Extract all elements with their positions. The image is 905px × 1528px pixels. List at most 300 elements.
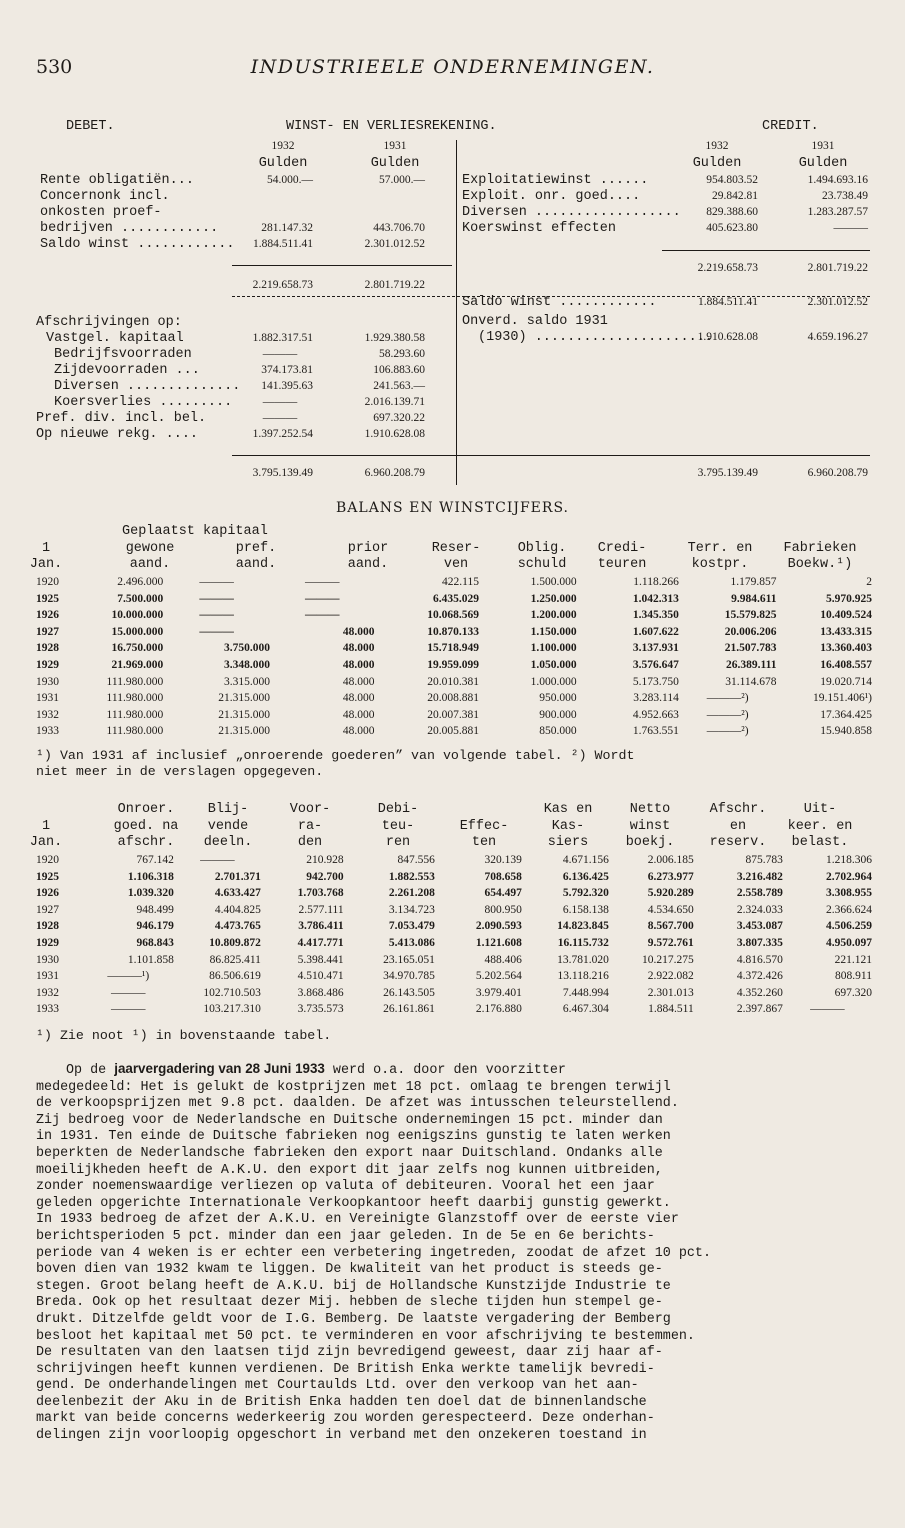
row-year: 1927 bbox=[36, 625, 59, 638]
table-row bbox=[36, 1001, 872, 1018]
table-row bbox=[36, 869, 872, 886]
t1-footnote: ¹) Van 1931 af inclusief „onroerende goederen” van volgende tabel. ²) Wordt bbox=[36, 748, 635, 763]
column-header: 1 bbox=[41, 818, 51, 834]
table-cell: 1.118.266 bbox=[633, 576, 679, 588]
text-line: drukt. Ditzelfde geldt voor de I.G. Bemberg. De laatste vergadering der Bemberg bbox=[36, 1311, 671, 1327]
text-line: moeilijkheden heeft de A.K.U. den export dit jaar zelfs nog kunnen uitbreiden, bbox=[36, 1162, 663, 1178]
row-year: 1930 bbox=[36, 953, 59, 966]
column-header: Oblig. bbox=[517, 541, 567, 556]
afschr-row-value: 58.293.60 bbox=[379, 348, 425, 360]
table-cell: 697.320 bbox=[834, 986, 872, 999]
row-year: 1925 bbox=[36, 592, 59, 605]
column-header: aand. bbox=[347, 557, 389, 572]
table-cell: 111.980.000 bbox=[106, 708, 164, 721]
credit-label: CREDIT. bbox=[762, 119, 819, 134]
table-cell: 3.308.955 bbox=[826, 887, 872, 900]
table-cell: 946.179 bbox=[136, 920, 174, 933]
column-header: ren bbox=[385, 835, 411, 850]
table-row bbox=[36, 674, 872, 691]
column-header: den bbox=[297, 835, 323, 850]
table-cell: 48.000 bbox=[342, 642, 375, 655]
row-year: 1926 bbox=[36, 609, 59, 622]
column-header: ten bbox=[471, 835, 497, 850]
column-header: goed. na bbox=[113, 818, 179, 834]
table-cell: 1.106.318 bbox=[127, 870, 174, 883]
table-cell: ——— bbox=[304, 576, 340, 588]
table-cell: 488.406 bbox=[484, 953, 522, 966]
table-row bbox=[36, 918, 872, 935]
credit-row-value: 1.283.287.57 bbox=[807, 206, 868, 218]
text-line: medegedeeld: Het is gelukt de kostprijzen met 18 pct. omlaag te brengen terwijl bbox=[36, 1079, 671, 1095]
row-year: 1925 bbox=[36, 870, 59, 883]
column-header: kostpr. bbox=[691, 557, 749, 572]
table-row bbox=[36, 607, 872, 624]
table-cell: ——— bbox=[111, 986, 146, 999]
table-cell: 26.161.861 bbox=[383, 1003, 435, 1016]
text-line: Breda. Ook op het resultaat dezer Mij. hebben de sleche tijden hun stempel ge- bbox=[36, 1295, 663, 1311]
table-cell: 5.173.750 bbox=[632, 675, 679, 688]
table-cell: 15.940.858 bbox=[820, 725, 872, 738]
text-line: in 1931. Ten einde de Duitsche fabrieken nog eenigszins gunstig te laten werken bbox=[36, 1129, 671, 1145]
text-line: delingen zijn voorloopig opgeschort in verband met den onzekeren toestand in bbox=[36, 1428, 647, 1444]
table-cell: 5.202.564 bbox=[475, 970, 522, 983]
table-cell: 2 bbox=[866, 576, 872, 588]
table-cell: ——— bbox=[199, 592, 234, 605]
table-cell: 3.786.411 bbox=[298, 920, 344, 933]
afschr-row-label: Bedrijfsvoorraden bbox=[54, 347, 192, 362]
column-header: Jan. bbox=[29, 557, 63, 572]
column-header: Onroer. bbox=[117, 802, 175, 817]
table-row bbox=[36, 624, 872, 641]
table-cell: 5.970.925 bbox=[826, 592, 872, 605]
table-cell: 2.702.964 bbox=[826, 870, 872, 883]
table-row bbox=[36, 574, 872, 591]
column-header: Terr. en bbox=[687, 541, 753, 556]
column-header: Netto bbox=[629, 802, 671, 817]
afschr-row-value: 1.882.317.51 bbox=[252, 332, 313, 344]
debit-year-1932: 1932 bbox=[271, 140, 295, 152]
row-year: 1927 bbox=[36, 903, 59, 916]
table-cell: 2.006.185 bbox=[647, 854, 694, 866]
table-cell: 5.920.289 bbox=[647, 887, 694, 900]
credit-subtotal-1931: 2.801.719.22 bbox=[807, 262, 868, 274]
debit-row-value: 2.301.012.52 bbox=[364, 238, 425, 250]
running-title: INDUSTRIEELE ONDERNEMINGEN. bbox=[250, 56, 655, 78]
column-header: boekj. bbox=[625, 835, 675, 850]
table-row bbox=[36, 640, 872, 657]
table-cell: 3.807.335 bbox=[736, 936, 783, 949]
debet-label: DEBET. bbox=[66, 119, 115, 134]
text-line: boven dien van 1932 kwam te liggen. De kwaliteit van het product is steeds ge- bbox=[36, 1262, 663, 1278]
debit-row-label: onkosten proef- bbox=[40, 205, 162, 220]
afschr-row-label: Zijdevoorraden ... bbox=[54, 363, 200, 378]
table-cell: 2.397.867 bbox=[736, 1003, 783, 1016]
table-cell: 48.000 bbox=[342, 692, 375, 705]
table-cell: 10.000.000 bbox=[111, 609, 164, 622]
column-header: Uit- bbox=[803, 802, 837, 817]
table-cell: 3.868.486 bbox=[297, 986, 344, 999]
table-cell: 19.151.406¹) bbox=[812, 692, 872, 705]
table-cell: ———²) bbox=[706, 725, 749, 738]
text-line: deelenbezit der Aku in de British Enka hadden ten doel dat de binnenlandsche bbox=[36, 1394, 647, 1410]
column-header: Boekw.¹) bbox=[787, 557, 853, 572]
table-row bbox=[36, 985, 872, 1002]
table-cell: 4.952.663 bbox=[632, 708, 679, 721]
table-cell: 1.100.000 bbox=[530, 642, 577, 655]
table-row bbox=[36, 852, 872, 869]
table-cell: 1.000.000 bbox=[530, 675, 577, 688]
table-cell: 5.398.441 bbox=[297, 953, 344, 966]
wv-total-rule bbox=[232, 455, 870, 456]
credit-row-label: Saldo winst ............ bbox=[462, 295, 657, 310]
table-cell: 1.121.608 bbox=[475, 936, 522, 949]
table-cell: 26.143.505 bbox=[383, 986, 435, 999]
table-row bbox=[36, 968, 872, 985]
table-cell: 1.882.553 bbox=[388, 870, 435, 883]
table-cell: 5.413.086 bbox=[388, 936, 435, 949]
column-header: Debi- bbox=[377, 802, 419, 817]
row-year: 1931 bbox=[36, 692, 59, 705]
table-cell: 48.000 bbox=[342, 625, 375, 638]
table-cell: 808.911 bbox=[835, 970, 872, 983]
column-header: belast. bbox=[791, 835, 849, 850]
table-cell: 1.150.000 bbox=[530, 625, 577, 638]
row-year: 1920 bbox=[36, 854, 59, 866]
table-cell: 14.823.845 bbox=[557, 920, 609, 933]
column-header: en bbox=[729, 818, 747, 834]
credit-row-value: 29.842.81 bbox=[712, 190, 758, 202]
table-cell: 3.735.573 bbox=[297, 1003, 344, 1016]
text-line: markt van beide concerns wederkeerig zou worden gerespecteerd. Deze onderhan- bbox=[36, 1411, 655, 1427]
text-line: periode van 4 weken is er echter een verbetering ingetreden, zoodat de afzet 10 pct. bbox=[36, 1245, 711, 1261]
emphasis-meeting-date: jaarvergadering van 28 Juni 1933 bbox=[114, 1061, 325, 1076]
credit-currency-1932: Gulden bbox=[692, 156, 742, 171]
row-year: 1928 bbox=[36, 920, 59, 933]
table-cell: 6.435.029 bbox=[432, 592, 479, 605]
text-line: Op de jaarvergadering van 28 Juni 1933 werd o.a. door den voorzitter bbox=[66, 1061, 566, 1078]
table-cell: 48.000 bbox=[342, 725, 375, 738]
row-year: 1933 bbox=[36, 725, 59, 738]
table-cell: 4.950.097 bbox=[826, 936, 872, 949]
row-year: 1933 bbox=[36, 1003, 59, 1016]
debit-row-value: 54.000.— bbox=[267, 174, 313, 186]
debit-row-value: 443.706.70 bbox=[373, 222, 425, 234]
column-header: deeln. bbox=[203, 835, 253, 850]
table-cell: 20.006.206 bbox=[724, 625, 777, 638]
table-cell: 10.217.275 bbox=[641, 953, 694, 966]
credit-row-value: 954.803.52 bbox=[706, 174, 758, 186]
row-year: 1929 bbox=[36, 658, 59, 671]
table-cell: ——— bbox=[199, 576, 234, 588]
table-cell: 1.703.768 bbox=[297, 887, 344, 900]
text-line: berichtsperioden 5 pct. minder dan een jaar geleden. In de 5e en 6e berichts- bbox=[36, 1228, 655, 1244]
text-line: geleden opgerichte Internationale Verkoopkantoor heeft daarbij gunstig gewerkt. bbox=[36, 1195, 671, 1211]
afschr-row-label: Vastgel. kapitaal bbox=[46, 331, 184, 346]
afschr-row-value: ——— bbox=[262, 412, 298, 424]
credit-row-value: 2.301.012.52 bbox=[807, 296, 868, 308]
credit-total-1931: 6.960.208.79 bbox=[807, 467, 868, 479]
table-cell: 2.558.789 bbox=[736, 887, 783, 900]
table-cell: 950.000 bbox=[539, 692, 577, 705]
afschr-row-value: 697.320.22 bbox=[373, 412, 425, 424]
table-cell: 767.142 bbox=[136, 854, 174, 866]
table-cell: 48.000 bbox=[342, 658, 375, 671]
table-cell: ——— bbox=[111, 1003, 146, 1016]
table-cell: 2.577.111 bbox=[298, 903, 344, 916]
table-cell: 3.137.931 bbox=[632, 642, 679, 655]
table-cell: 4.671.156 bbox=[562, 854, 609, 866]
debit-currency-1931: Gulden bbox=[370, 156, 420, 171]
afschr-row-value: 374.173.81 bbox=[261, 364, 313, 376]
table-cell: 900.000 bbox=[539, 708, 577, 721]
table-cell: 3.134.723 bbox=[388, 903, 435, 916]
row-year: 1920 bbox=[36, 576, 59, 588]
column-header: winst bbox=[629, 818, 671, 834]
table-cell: 111.980.000 bbox=[106, 725, 164, 738]
table-cell: 422.115 bbox=[442, 576, 479, 588]
text-line: gend. De onderhandelingen met Courtaulds Ltd. over den verkoop van het aan- bbox=[36, 1378, 639, 1394]
afschr-row-label: Koersverlies ......... bbox=[54, 395, 233, 410]
table-row bbox=[36, 707, 872, 724]
column-header: Blij- bbox=[207, 802, 249, 817]
table-cell: 654.497 bbox=[484, 887, 522, 900]
table-cell: 1.179.857 bbox=[730, 576, 777, 588]
table-cell: 4.816.570 bbox=[736, 953, 783, 966]
t1-footnote: niet meer in de verslagen opgegeven. bbox=[36, 764, 324, 779]
page-number: 530 bbox=[36, 56, 73, 78]
table-cell: 1.763.551 bbox=[632, 725, 679, 738]
table-cell: 4.404.825 bbox=[214, 903, 261, 916]
column-header: Fabrieken bbox=[783, 541, 857, 556]
row-year: 1928 bbox=[36, 642, 59, 655]
afschr-row-value: ——— bbox=[262, 396, 298, 408]
column-header: Kas en bbox=[543, 802, 593, 817]
table-cell: 875.783 bbox=[745, 854, 783, 866]
table-cell: 10.809.872 bbox=[209, 936, 261, 949]
column-header: siers bbox=[547, 835, 589, 850]
table-cell: ——— bbox=[200, 854, 235, 866]
column-header: vende bbox=[207, 818, 249, 834]
afschr-header: Afschrijvingen op: bbox=[36, 315, 182, 330]
column-header: Reser- bbox=[431, 541, 481, 556]
text-line: In 1933 bedroeg de afzet der A.K.U. en Vereinigte Glanzstoff over de eerste vier bbox=[36, 1212, 679, 1228]
t1-group-header: Geplaatst kapitaal bbox=[122, 524, 268, 539]
table-cell: 21.315.000 bbox=[218, 692, 270, 705]
table-cell: 210.928 bbox=[306, 854, 344, 866]
text-line: stegen. Groot belang heeft de A.K.U. bij de Hollandsche Kunstzijde Industrie te bbox=[36, 1278, 671, 1294]
table-cell: 1.218.306 bbox=[826, 854, 872, 866]
table-cell: 3.979.401 bbox=[475, 986, 522, 999]
table-cell: 1.101.858 bbox=[127, 953, 174, 966]
table-cell: 15.579.825 bbox=[724, 609, 777, 622]
debit-row-label: Rente obligatiën... bbox=[40, 173, 194, 188]
t2-footnote: ¹) Zie noot ¹) in bovenstaande tabel. bbox=[36, 1028, 332, 1043]
table-cell: 19.020.714 bbox=[820, 675, 872, 688]
column-header: gewone bbox=[125, 541, 175, 556]
table-cell: 968.843 bbox=[136, 936, 174, 949]
credit-row-label: Diversen .................. bbox=[462, 205, 681, 220]
table-cell: 31.114.678 bbox=[725, 675, 777, 688]
table-cell: 34.970.785 bbox=[383, 970, 435, 983]
table-cell: 4.510.471 bbox=[297, 970, 344, 983]
debit-row-label: bedrijven ............ bbox=[40, 221, 219, 236]
table-row bbox=[36, 902, 872, 919]
credit-subtotal-rule bbox=[662, 250, 870, 251]
table-cell: 6.467.304 bbox=[562, 1003, 609, 1016]
table-cell: 1.050.000 bbox=[530, 658, 577, 671]
table-cell: ——— bbox=[199, 609, 234, 622]
table-cell: 6.158.138 bbox=[562, 903, 609, 916]
credit-row-value: ——— bbox=[833, 222, 868, 234]
table-cell: ———¹) bbox=[107, 970, 150, 983]
table-cell: 13.360.403 bbox=[820, 642, 872, 655]
afschr-row-label: Pref. div. incl. bel. bbox=[36, 411, 207, 426]
wv-title: WINST- EN VERLIESREKENING. bbox=[286, 119, 497, 134]
table-cell: 8.567.700 bbox=[647, 920, 694, 933]
table-cell: 5.792.320 bbox=[562, 887, 609, 900]
text-line: besloot het kapitaal met 50 pct. te verminderen en voor afschrijving te bestemmen. bbox=[36, 1328, 695, 1344]
row-year: 1932 bbox=[36, 986, 59, 999]
table-cell: 4.372.426 bbox=[736, 970, 783, 983]
table-cell: 111.980.000 bbox=[106, 692, 164, 705]
text-line: de verkoopsprijzen met 9.8 pct. daalden. De afzet was intusschen teleurstellend. bbox=[36, 1096, 679, 1112]
table-cell: 221.121 bbox=[834, 953, 872, 966]
table-cell: 10.870.133 bbox=[427, 625, 479, 638]
credit-row-value: 1.910.628.08 bbox=[697, 331, 758, 343]
credit-row-value: 405.623.80 bbox=[706, 222, 758, 234]
table-cell: 48.000 bbox=[342, 675, 375, 688]
table-cell: 13.781.020 bbox=[557, 953, 609, 966]
table-cell: ——— bbox=[304, 592, 340, 605]
debit-subtotal-1931: 2.801.719.22 bbox=[364, 279, 425, 291]
credit-row-value: 4.659.196.27 bbox=[807, 331, 868, 343]
table-cell: 1.250.000 bbox=[530, 592, 577, 605]
table-cell: 21.969.000 bbox=[111, 658, 164, 671]
table-cell: 2.176.880 bbox=[475, 1003, 522, 1016]
table-cell: 17.364.425 bbox=[820, 708, 872, 721]
row-year: 1932 bbox=[36, 708, 59, 721]
afschr-row-value: 141.395.63 bbox=[261, 380, 313, 392]
table-cell: 3.283.114 bbox=[633, 692, 679, 705]
table-cell: 850.000 bbox=[539, 725, 577, 738]
table-cell: 16.750.000 bbox=[111, 642, 164, 655]
table-cell: 3.348.000 bbox=[223, 658, 270, 671]
credit-currency-1931: Gulden bbox=[798, 156, 848, 171]
afschr-row-label: Op nieuwe rekg. .... bbox=[36, 427, 199, 442]
table-cell: 3.216.482 bbox=[736, 870, 783, 883]
table-cell: 20.005.881 bbox=[427, 725, 479, 738]
table-cell: 103.217.310 bbox=[203, 1003, 261, 1016]
table-cell: 19.959.099 bbox=[427, 658, 479, 671]
table-cell: 86.825.411 bbox=[209, 953, 261, 966]
table-row bbox=[36, 935, 872, 952]
table-cell: 6.136.425 bbox=[562, 870, 609, 883]
debit-currency-1932: Gulden bbox=[258, 156, 308, 171]
table-cell: 2.261.208 bbox=[388, 887, 435, 900]
debit-row-value: 281.147.32 bbox=[261, 222, 313, 234]
credit-row-label: Onverd. saldo 1931 bbox=[462, 314, 608, 329]
table-cell: 3.576.647 bbox=[632, 658, 679, 671]
credit-year-1931: 1931 bbox=[811, 140, 835, 152]
column-header: Credi- bbox=[597, 541, 647, 556]
table-cell: ——— bbox=[810, 1003, 845, 1016]
debit-total-1932: 3.795.139.49 bbox=[252, 467, 313, 479]
table-cell: 3.315.000 bbox=[223, 675, 270, 688]
afschr-row-value: 106.883.60 bbox=[373, 364, 425, 376]
column-header: aand. bbox=[235, 557, 277, 572]
table-cell: 102.710.503 bbox=[203, 986, 261, 999]
column-header: afschr. bbox=[117, 835, 175, 850]
table-cell: 1.884.511 bbox=[648, 1003, 694, 1016]
column-header: ra- bbox=[297, 818, 323, 834]
table-cell: 2.496.000 bbox=[117, 576, 164, 588]
credit-row-label: Exploitatiewinst ...... bbox=[462, 173, 649, 188]
balans-title: BALANS EN WINSTCIJFERS. bbox=[336, 500, 569, 516]
table-cell: 2.090.593 bbox=[475, 920, 522, 933]
table-cell: 7.448.994 bbox=[562, 986, 609, 999]
column-header: ven bbox=[443, 557, 469, 572]
row-year: 1930 bbox=[36, 675, 59, 688]
debit-year-1931: 1931 bbox=[383, 140, 407, 152]
assets-table bbox=[36, 852, 872, 1018]
table-cell: 4.352.260 bbox=[736, 986, 783, 999]
credit-row-label: (1930) ...................... bbox=[478, 330, 713, 345]
column-header: Jan. bbox=[29, 835, 63, 850]
table-row bbox=[36, 952, 872, 969]
table-cell: 2.301.013 bbox=[647, 986, 694, 999]
table-row bbox=[36, 657, 872, 674]
column-header: Kas- bbox=[551, 818, 585, 834]
table-cell: 13.118.216 bbox=[557, 970, 609, 983]
table-cell: 20.010.381 bbox=[427, 675, 479, 688]
column-header: reserv. bbox=[709, 835, 767, 850]
debit-row-label: Saldo winst ............ bbox=[40, 237, 235, 252]
credit-row-value: 23.738.49 bbox=[822, 190, 868, 202]
text-line: zonder noemenswaardige verliezen op valuta of debiteuren. Vooral het een jaar bbox=[36, 1179, 655, 1195]
column-header: keer. en bbox=[787, 818, 853, 834]
credit-row-value: 1.494.693.16 bbox=[807, 174, 868, 186]
capital-table bbox=[36, 574, 872, 740]
table-cell: 1.042.313 bbox=[632, 592, 679, 605]
afschr-row-value: 1.929.380.58 bbox=[364, 332, 425, 344]
credit-total-1932: 3.795.139.49 bbox=[697, 467, 758, 479]
table-cell: 20.008.881 bbox=[427, 692, 479, 705]
column-header: Effec- bbox=[459, 818, 509, 834]
table-cell: 4.534.650 bbox=[647, 903, 694, 916]
credit-year-1932: 1932 bbox=[705, 140, 729, 152]
afschr-row-value: ——— bbox=[262, 348, 298, 360]
afschr-row-label: Diversen .............. bbox=[54, 379, 241, 394]
table-cell: 2.366.624 bbox=[826, 903, 872, 916]
debit-row-value: 1.884.511.41 bbox=[253, 238, 313, 250]
credit-subtotal-1932: 2.219.658.73 bbox=[697, 262, 758, 274]
table-cell: ———²) bbox=[706, 692, 749, 705]
table-cell: 800.950 bbox=[484, 903, 522, 916]
table-cell: 4.633.427 bbox=[214, 887, 261, 900]
table-cell: 21.315.000 bbox=[218, 708, 270, 721]
table-row bbox=[36, 885, 872, 902]
text-line: Zij bedroeg voor de Nederlandsche en Duitsche ondernemingen 15 pct. minder dan bbox=[36, 1112, 663, 1128]
text-line: De resultaten van den laatsen tijd zijn bevredigend geweest, daar zij haar af- bbox=[36, 1345, 663, 1361]
table-cell: 2.701.371 bbox=[214, 870, 261, 883]
table-cell: 1.200.000 bbox=[530, 609, 577, 622]
table-cell: 48.000 bbox=[342, 708, 375, 721]
table-cell: 13.433.315 bbox=[820, 625, 872, 638]
table-cell: 9.572.761 bbox=[647, 936, 694, 949]
afschr-row-value: 1.397.252.54 bbox=[252, 428, 313, 440]
table-cell: 1.345.350 bbox=[632, 609, 679, 622]
table-cell: 320.139 bbox=[484, 854, 522, 866]
